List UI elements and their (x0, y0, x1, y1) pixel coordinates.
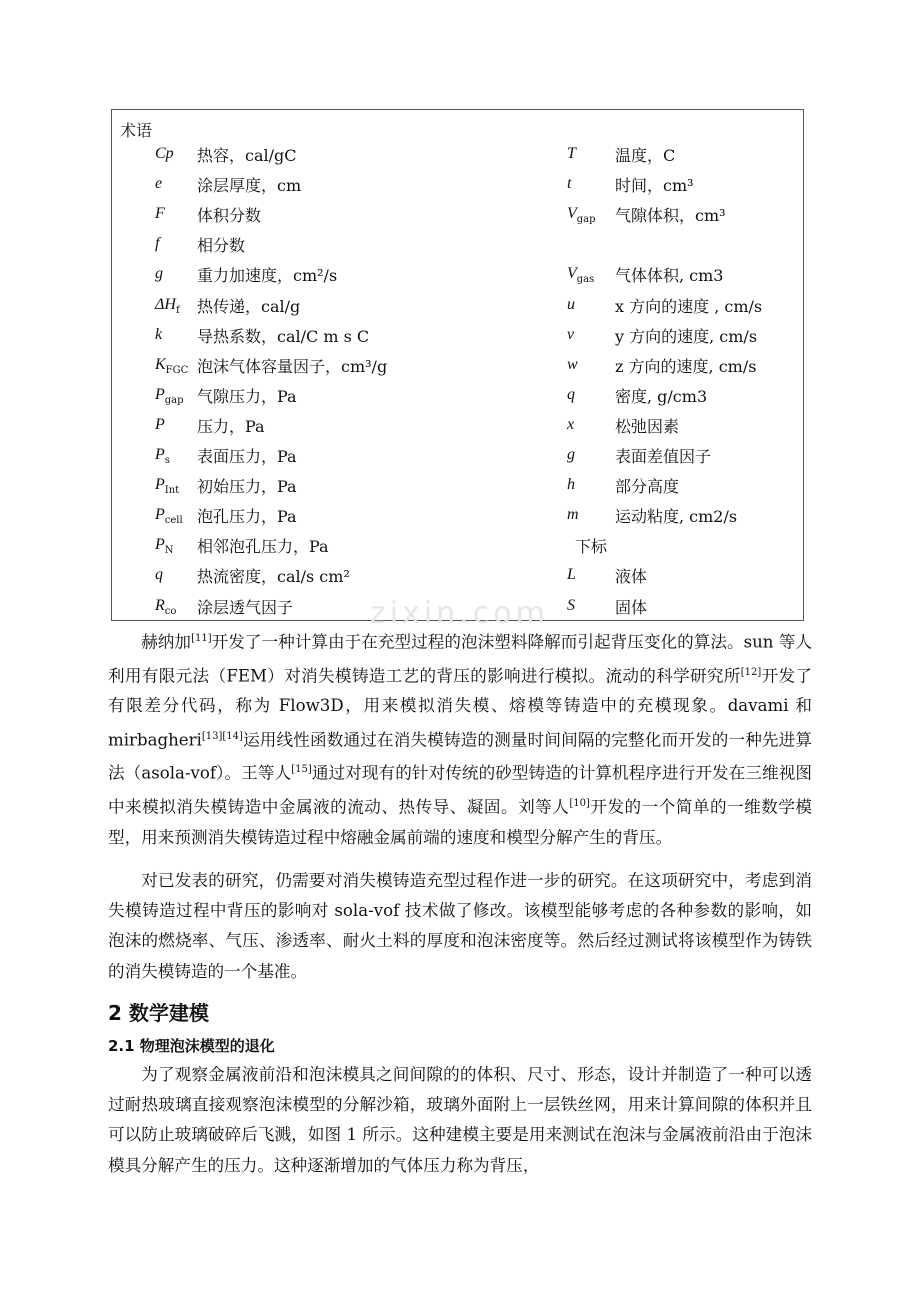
nomenclature-definition: 气隙体积，cm³ (615, 206, 726, 226)
nomenclature-symbol (567, 324, 574, 344)
symbol-subscript: f (175, 304, 180, 316)
nomenclature-definition: 松弛因素 (615, 416, 680, 436)
nomenclature-definition: 涂层透气因子 (197, 597, 294, 617)
p1-text-a: 赫纳加 (141, 632, 192, 652)
nomenclature-symbol (155, 534, 174, 556)
nomenclature-symbol (155, 203, 165, 223)
ref-13-14: [13][14] (201, 730, 243, 742)
nomenclature-definition: 部分高度 (615, 477, 680, 497)
symbol-subscript: FGC (165, 364, 189, 376)
symbol-letter: F (155, 205, 165, 223)
symbol-letter: k (155, 325, 163, 343)
nomenclature-symbol (155, 143, 174, 163)
nomenclature-symbol (567, 263, 594, 285)
nomenclature-definition: 热传递，cal/g (197, 296, 301, 316)
nomenclature-definition: 温度，C (615, 146, 676, 165)
paragraph-2 (108, 866, 812, 987)
symbol-letter: P (155, 385, 165, 403)
symbol-letter: S (567, 596, 575, 614)
symbol-subscript: co (164, 605, 177, 617)
nomenclature-symbol (567, 504, 579, 524)
nomenclature-symbol (155, 324, 162, 344)
symbol-letter: P (155, 415, 165, 433)
section-heading: 2 数学建模 (108, 1001, 209, 1025)
nomenclature-definition: y 方向的速度, cm/s (615, 326, 758, 346)
symbol-letter: ΔH (155, 295, 176, 313)
nomenclature-definition: 相邻泡孔压力，Pa (197, 537, 329, 557)
nomenclature-definition: 下标 (575, 537, 608, 557)
symbol-letter: P (155, 506, 165, 524)
nomenclature-definition: 表面差值因子 (615, 447, 712, 466)
symbol-letter: m (567, 506, 579, 524)
symbol-letter: q (567, 385, 575, 403)
nomenclature-symbol (155, 504, 183, 526)
nomenclature-symbol (155, 263, 163, 283)
nomenclature-symbol (155, 595, 176, 617)
symbol-letter: L (567, 566, 576, 584)
nomenclature-symbol (567, 384, 575, 404)
p1-text-f: 开发的一个简单的一维数学模型，用来预测消失模铸造过程中熔融金属前端的速度和模型分解产生的背压。 (108, 797, 813, 847)
nomenclature-symbol (155, 173, 162, 193)
nomenclature-definition: 气体体积, cm3 (615, 266, 724, 286)
symbol-subscript: gas (576, 274, 595, 286)
symbol-letter: f (155, 235, 160, 253)
symbol-letter: v (567, 325, 575, 343)
nomenclature-definition: 固体 (615, 597, 648, 617)
nomenclature-definition: z 方向的速度, cm/s (615, 356, 757, 376)
ref-15: [15] (291, 764, 312, 776)
symbol-letter: K (155, 355, 166, 373)
nomenclature-definition: 初始压力，Pa (197, 477, 297, 497)
nomenclature-symbol (155, 444, 170, 466)
nomenclature-symbol (567, 143, 576, 163)
nomenclature-symbol (155, 354, 188, 376)
nomenclature-symbol (567, 474, 575, 494)
symbol-letter: T (567, 145, 576, 162)
nomenclature-definition: 压力，Pa (197, 416, 265, 436)
nomenclature-definition: 相分数 (197, 236, 246, 256)
nomenclature-symbol (567, 294, 575, 314)
nomenclature-symbol (567, 414, 574, 434)
nomenclature-symbol (155, 384, 184, 406)
symbol-letter: u (567, 295, 575, 313)
nomenclature-definition: 重力加速度，cm²/s (197, 266, 338, 286)
nomenclature-symbol (567, 444, 575, 464)
watermark: zixin.com (370, 596, 549, 631)
paragraph-3 (108, 1060, 812, 1181)
symbol-letter: x (567, 415, 575, 433)
symbol-letter: P (155, 446, 165, 463)
paragraph-2-text: 对已发表的研究，仍需要对消失模铸造充型过程作进一步的研究。在这项研究中，考虑到消失模铸造过程中背压的影响对 sola-vof 技术做了修改。该模型能够考虑的各种参数的影响，如泡沫的燃烧率、气压、渗透率、耐火土料的厚度和泡沫密度等。然后经过测试将该模型作为铸铁的消失模铸造的一个基准。 (108, 871, 812, 981)
nomenclature-definition: 涂层厚度，cm (197, 176, 302, 196)
symbol-letter: R (155, 596, 165, 614)
nomenclature-symbol (567, 203, 596, 225)
nomenclature-definition: 泡孔压力，Pa (197, 507, 297, 527)
subsection-heading: 2.1 物理泡沫模型的退化 (108, 1037, 275, 1055)
ref-11: [11] (191, 633, 212, 644)
symbol-letter: g (155, 265, 163, 283)
paragraph-1 (108, 624, 812, 853)
nomenclature-definition: 热流密度，cal/s cm² (197, 567, 350, 587)
nomenclature-definition: 密度, g/cm3 (615, 386, 708, 406)
ref-10: [10] (569, 798, 590, 810)
p1-text-c: 开发了有限差分代码，称为 Flow3D，用来模拟消失模、熔模等铸造中的充模现象。davami 和 mirbagheri (108, 666, 812, 750)
nomenclature-symbol (155, 294, 180, 316)
nomenclature-symbol (567, 595, 575, 615)
symbol-letter: h (567, 476, 575, 494)
symbol-letter: g (567, 446, 575, 463)
symbol-letter: e (155, 175, 163, 193)
nomenclature-table (111, 109, 804, 621)
nomenclature-symbol (567, 354, 578, 374)
nomenclature-definition: 液体 (615, 567, 648, 587)
nomenclature-definition: x 方向的速度 , cm/s (615, 296, 763, 316)
nomenclature-definition: 导热系数，cal/C m s C (197, 326, 370, 346)
nomenclature-definition: 时间，cm³ (615, 176, 694, 196)
symbol-subscript: s (164, 455, 170, 467)
nomenclature-definition: 表面压力，Pa (197, 447, 297, 466)
symbol-letter: q (155, 566, 163, 584)
nomenclature-definition: 运动粘度, cm2/s (615, 507, 738, 527)
nomenclature-definition: 气隙压力，Pa (197, 386, 297, 406)
nomenclature-definition: 热容，cal/gC (197, 146, 297, 165)
symbol-letter: P (155, 476, 165, 494)
nomenclature-symbol (567, 173, 571, 193)
symbol-letter: V (567, 265, 577, 283)
symbol-subscript: cell (164, 515, 183, 527)
nomenclature-title: 术语 (120, 121, 153, 140)
nomenclature-symbol (155, 233, 159, 253)
symbol-subscript: N (164, 545, 174, 557)
nomenclature-symbol (155, 564, 163, 584)
symbol-subscript: gap (576, 214, 596, 226)
nomenclature-definition: 泡沫气体容量因子，cm³/g (197, 356, 388, 376)
symbol-letter: w (567, 355, 578, 373)
symbol-letter: t (567, 175, 572, 193)
nomenclature-definition: 体积分数 (197, 206, 262, 226)
paragraph-3-text: 为了观察金属液前沿和泡沫模具之间间隙的的体积、尺寸、形态，设计并制造了一种可以透过耐热玻璃直接观察泡沫模型的分解沙箱，玻璃外面附上一层铁丝网，用来计算间隙的体积并且可以防止玻璃破碎后飞溅，如图 1 所示。这种建模主要是用来测试在泡沫与金属液前沿由于泡沫模具分解产生的压力。这种逐渐增加的气体压力称为背压， (108, 1065, 812, 1175)
symbol-letter: Cp (155, 145, 174, 162)
nomenclature-symbol (567, 564, 576, 584)
symbol-subscript: gap (164, 394, 184, 406)
symbol-subscript: Int (164, 485, 180, 497)
p1-text-b: 开发了一种计算由于在充型过程的泡沫塑料降解而引起背压变化的算法。sun 等人利用有限元法（FEM）对消失模铸造工艺的背压的影响进行模拟。流动的科学研究所 (108, 632, 812, 686)
ref-12: [12] (740, 666, 762, 678)
symbol-letter: P (155, 536, 165, 554)
nomenclature-symbol (155, 474, 179, 496)
nomenclature-symbol (155, 414, 165, 434)
p1-text-d: 运用线性函数通过在消失模铸造的测量时间间隔的完整化而开发的一种先进算法（asola-vof）。王等人 (108, 730, 812, 783)
p1-text-e: 通过对现有的针对传统的砂型铸造的计算机程序进行开发在三维视图中来模拟消失模铸造中金属液的流动、热传导、凝固。刘等人 (108, 763, 812, 817)
symbol-letter: V (567, 205, 577, 223)
